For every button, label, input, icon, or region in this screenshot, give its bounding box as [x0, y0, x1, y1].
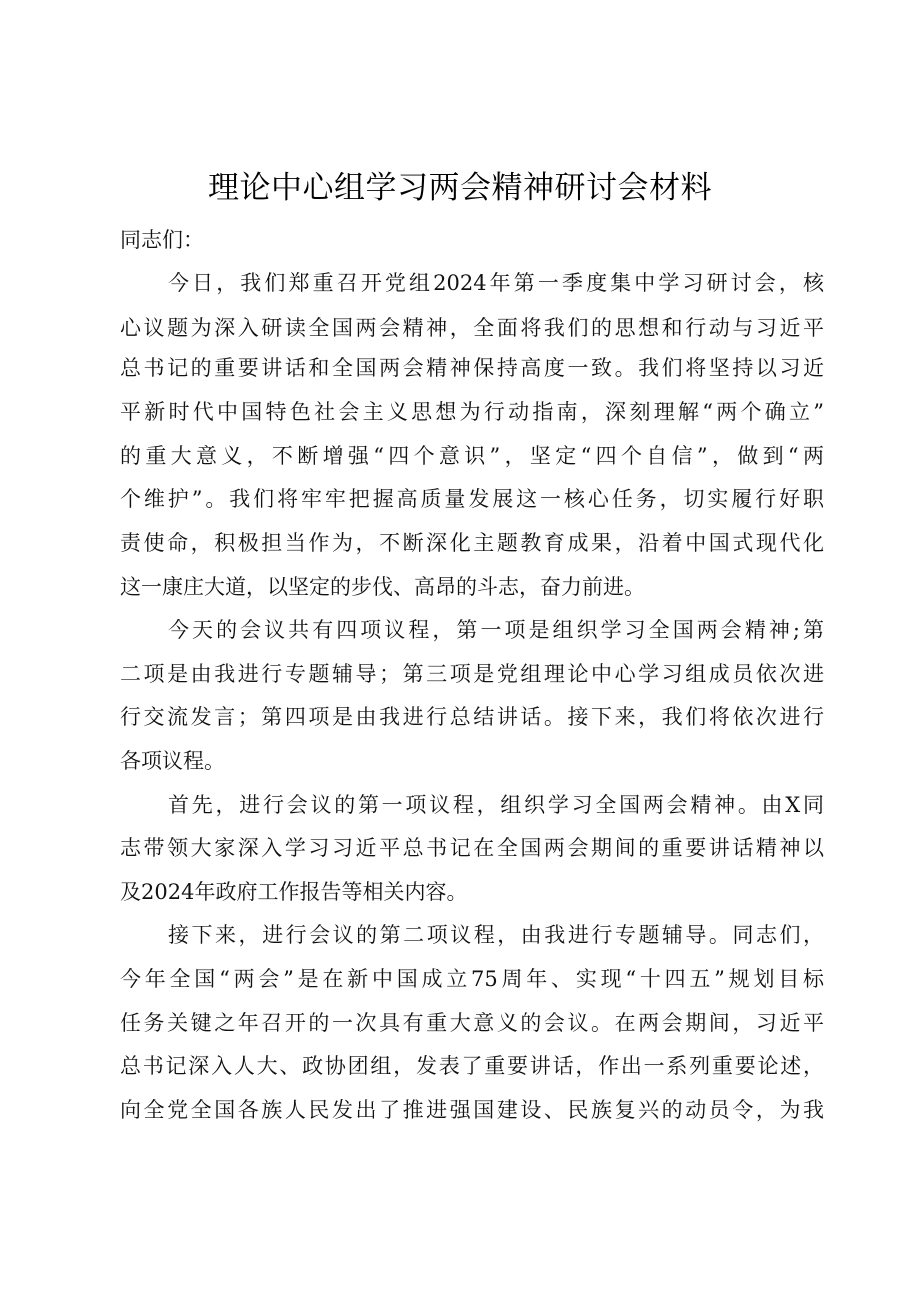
paragraph-1-line: 个维护”。我们将牢牢把握高质量发展这一核心任务，切实履行好职 — [120, 487, 824, 511]
paragraph-2-line: 二项是由我进行专题辅导；第三项是党组理论中心学习组成员依次进 — [120, 662, 824, 686]
salutation: 同志们： — [120, 228, 204, 252]
paragraph-1-line: 总书记的重要讲话和全国两会精神保持高度一致。我们将坚持以习近 — [120, 356, 824, 380]
paragraph-3-line: 志带领大家深入学习习近平总书记在全国两会期间的重要讲话精神以 — [120, 836, 824, 860]
paragraph-1-line: 心议题为深入研读全国两会精神，全面将我们的思想和行动与习近平 — [120, 316, 824, 340]
paragraph-4-line: 向全党全国各族人民发出了推进强国建设、民族复兴的动员令，为我 — [120, 1098, 824, 1122]
paragraph-4-line: 接下来，进行会议的第二项议程，由我进行专题辅导。同志们， — [168, 923, 824, 947]
paragraph-1-line: 平新时代中国特色社会主义思想为行动指南，深刻理解“两个确立” — [120, 400, 824, 424]
document-title: 理论中心组学习两会精神研讨会材料 — [208, 170, 712, 206]
paragraph-4-line: 总书记深入人大、政协团组，发表了重要讲话，作出一系列重要论述， — [120, 1054, 824, 1078]
paragraph-4-line: 今年全国“两会”是在新中国成立75周年、实现“十四五”规划目标 — [120, 967, 824, 991]
paragraph-1-line: 今日，我们郑重召开党组2024年第一季度集中学习研讨会，核 — [168, 271, 824, 295]
paragraph-2-line: 各项议程。 — [120, 749, 225, 773]
paragraph-1-line: 的重大意义，不断增强“四个意识”，坚定“四个自信”，做到“两 — [120, 444, 824, 468]
paragraph-3-line: 首先，进行会议的第一项议程，组织学习全国两会精神。由X同 — [168, 793, 824, 817]
paragraph-1-line: 责使命，积极担当作为，不断深化主题教育成果，沿着中国式现代化 — [120, 531, 824, 555]
paragraph-1-line: 这一康庄大道，以坚定的步伐、高昂的斗志，奋力前进。 — [120, 575, 645, 599]
paragraph-3-line: 及2024年政府工作报告等相关内容。 — [120, 880, 468, 904]
paragraph-4-line: 任务关键之年召开的一次具有重大意义的会议。在两会期间，习近平 — [120, 1011, 824, 1035]
paragraph-2-line: 今天的会议共有四项议程，第一项是组织学习全国两会精神;第 — [168, 618, 824, 642]
paragraph-2-line: 行交流发言；第四项是由我进行总结讲话。接下来，我们将依次进行 — [120, 705, 824, 729]
